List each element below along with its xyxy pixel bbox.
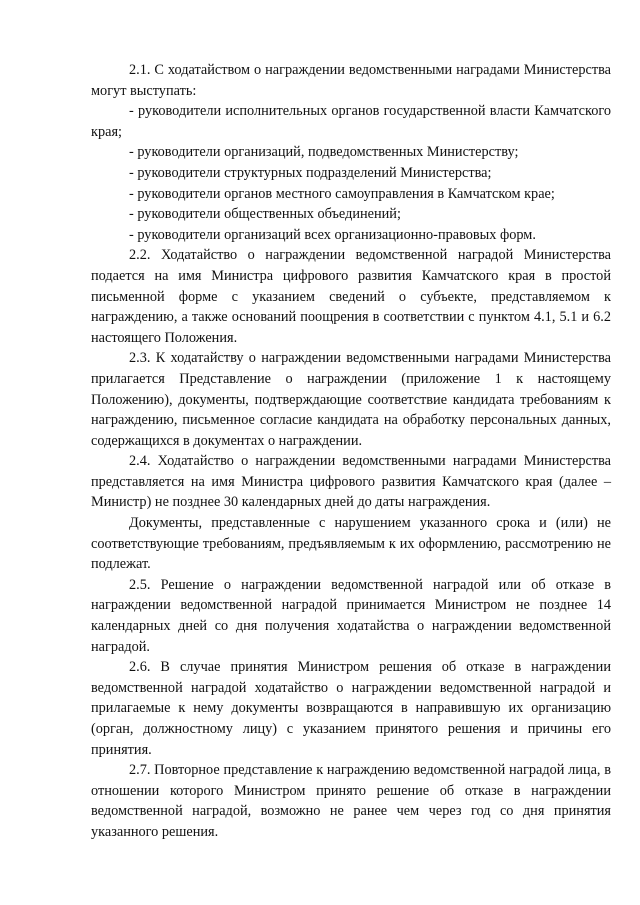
list-item-public-associations: - руководители общественных объединений; xyxy=(129,206,401,223)
document-page xyxy=(91,60,611,843)
list-item-subordinate-organizations: - руководители организаций, подведомственных Министерству; xyxy=(129,144,519,161)
paragraph-2-5: 2.5. Решение о награждении ведомственной наградой или об отказе в награждении ведомственной наградой принимается Министром не позднее 14 календарных дней со дня получения ходатайства о награждении ведомственной наградой. xyxy=(91,576,611,655)
paragraph-2-3: 2.3. К ходатайству о награждении ведомственными наградами Министерства прилагается Представление о награждении (приложение 1 к настоящему Положению), документы, подтверждающие соответствие кандидата требованиям к награждению, письменное согласие кандидата на обработку персональных данных, содержащихся в документах о награждении. xyxy=(91,350,611,449)
paragraph-2-2: 2.2. Ходатайство о награждении ведомственной наградой Министерства подается на имя Министра цифрового развития Камчатского края в простой письменной форме с указанием сведений о субъекте, представляемом к награждению, а также оснований поощрения в соответствии с пунктом 4.1, 5.1 и 6.2 настоящего Положения. xyxy=(91,247,611,346)
list-item-all-organizations: - руководители организаций всех организационно-правовых форм. xyxy=(129,226,536,243)
paragraph-2-4: 2.4. Ходатайство о награждении ведомственными наградами Министерства представляется на имя Министра цифрового развития Камчатского края (далее – Министр) не позднее 30 календарных дней до даты награждения. xyxy=(91,453,611,511)
paragraph-2-7: 2.7. Повторное представление к награждению ведомственной наградой лица, в отношении которого Министром принято решение об отказе в награждении ведомственной наградой, возможно не ранее чем через год со дня принятия указанного решения. xyxy=(91,762,611,840)
list-item-regional-executives: - руководители исполнительных органов государственной власти Камчатского края; xyxy=(91,103,611,140)
paragraph-2-1-intro: 2.1. С ходатайством о награждении ведомственными наградами Министерства могут выступать: xyxy=(91,62,611,99)
list-item-local-government: - руководители органов местного самоуправления в Камчатском крае; xyxy=(129,185,555,202)
paragraph-2-4-note: Документы, представленные с нарушением указанного срока и (или) не соответствующие требованиям, предъявляемым к их оформлению, рассмотрению не подлежат. xyxy=(91,515,611,573)
paragraph-2-6: 2.6. В случае принятия Министром решения об отказе в награждении ведомственной наградой ходатайство о награждении ведомственной наградой и прилагаемые к нему документы возвращаются в направившую их организацию (орган, должностному лицу) с указанием принятого решения и причины его принятия. xyxy=(91,659,611,758)
list-item-structural-divisions: - руководители структурных подразделений Министерства; xyxy=(129,164,492,181)
